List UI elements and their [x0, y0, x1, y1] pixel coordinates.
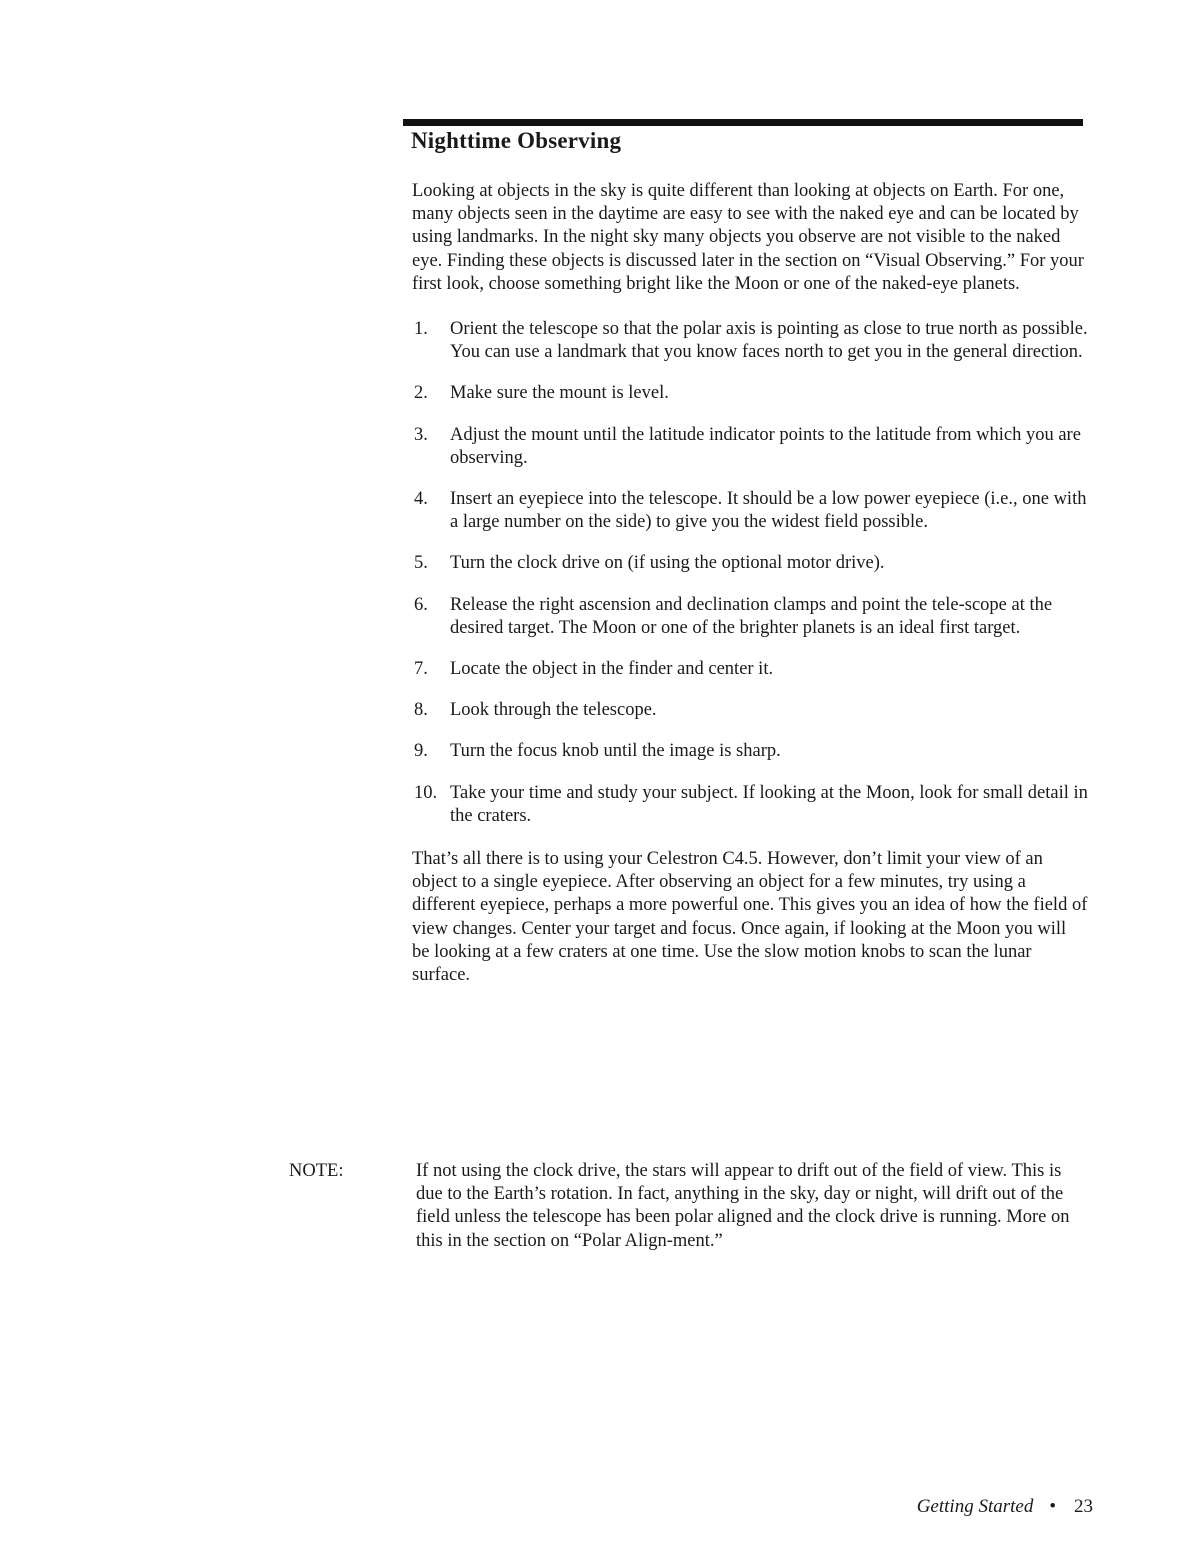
step-text: Make sure the mount is level.: [450, 383, 669, 404]
list-item: [412, 782, 1088, 828]
step-number: 7.: [414, 659, 428, 680]
list-item: [412, 424, 1088, 470]
step-text: Turn the focus knob until the image is sharp.: [450, 741, 781, 762]
list-item: [412, 552, 1088, 575]
step-text: Insert an eyepiece into the telescope. It should be a low power eyepiece (i.e., one with a large number on the side) to give you the widest field possible.: [450, 489, 1087, 533]
list-item: [412, 699, 1088, 722]
step-text: Adjust the mount until the latitude indicator points to the latitude from which you are observing.: [450, 424, 1081, 468]
step-text: Look through the telescope.: [450, 700, 657, 721]
step-text: Locate the object in the finder and center it.: [450, 659, 774, 680]
step-text: Turn the clock drive on (if using the optional motor drive).: [450, 553, 885, 574]
step-number: 6.: [414, 594, 428, 615]
list-item: [412, 382, 1088, 405]
page-number: 23: [1074, 1496, 1093, 1517]
section-rule: [403, 119, 1083, 126]
body-content: [412, 180, 1088, 987]
page-footer: [917, 1496, 1093, 1518]
list-item: [412, 658, 1088, 681]
closing-paragraph: That’s all there is to using your Celestron C4.5. However, don’t limit your view of an object to a single eyepiece. After observing an object for a few minutes, try using a different eyepiece, perhaps a more powerful one. This gives you an idea of how the field of view changes. Center your target and focus. Once again, if looking at the Moon you will be looking at a few craters at one time. Use the slow motion knobs to scan the lunar surface.: [412, 849, 1088, 986]
note-label: NOTE:: [289, 1161, 344, 1181]
step-text: Take your time and study your subject. If looking at the Moon, look for small detail in the craters.: [450, 782, 1088, 826]
list-item: [412, 740, 1088, 763]
list-item: [412, 594, 1088, 640]
step-number: 9.: [414, 741, 428, 762]
note-text: If not using the clock drive, the stars will appear to drift out of the field of view. This is due to the Earth’s rotation. In fact, anything in the sky, day or night, will drift out of the field unless the telescope has been polar aligned and the clock drive is running. More on this in the section on “Polar Align-ment.”: [416, 1161, 1070, 1251]
steps-list: [412, 318, 1088, 828]
list-item: [412, 488, 1088, 534]
step-number: 4.: [414, 489, 428, 510]
list-item: [412, 318, 1088, 364]
section-heading: Nighttime Observing: [411, 128, 622, 153]
footer-section-title: Getting Started: [916, 1496, 1034, 1517]
step-number: 8.: [414, 700, 428, 721]
step-text: Orient the telescope so that the polar axis is pointing as close to true north as possible. You can use a landmark that you know faces north to get you in the general direction.: [450, 319, 1088, 363]
bullet-icon: •: [1049, 1496, 1056, 1517]
step-number: 1.: [414, 319, 428, 340]
step-number: 10.: [414, 782, 438, 803]
step-number: 5.: [414, 553, 428, 574]
intro-paragraph: Looking at objects in the sky is quite different than looking at objects on Earth. For one, many objects seen in the daytime are easy to see with the naked eye and can be located by using landmarks. In the night sky many objects you observe are not visible to the naked eye. Finding these objects is discussed later in the section on “Visual Observing.” For your first look, choose something bright like the Moon or one of the naked-eye planets.: [412, 181, 1084, 294]
step-text: Release the right ascension and declination clamps and point the tele-scope at the desired target. The Moon or one of the brighter planets is an ideal first target.: [450, 594, 1053, 638]
step-number: 3.: [414, 424, 428, 445]
step-number: 2.: [414, 383, 428, 404]
